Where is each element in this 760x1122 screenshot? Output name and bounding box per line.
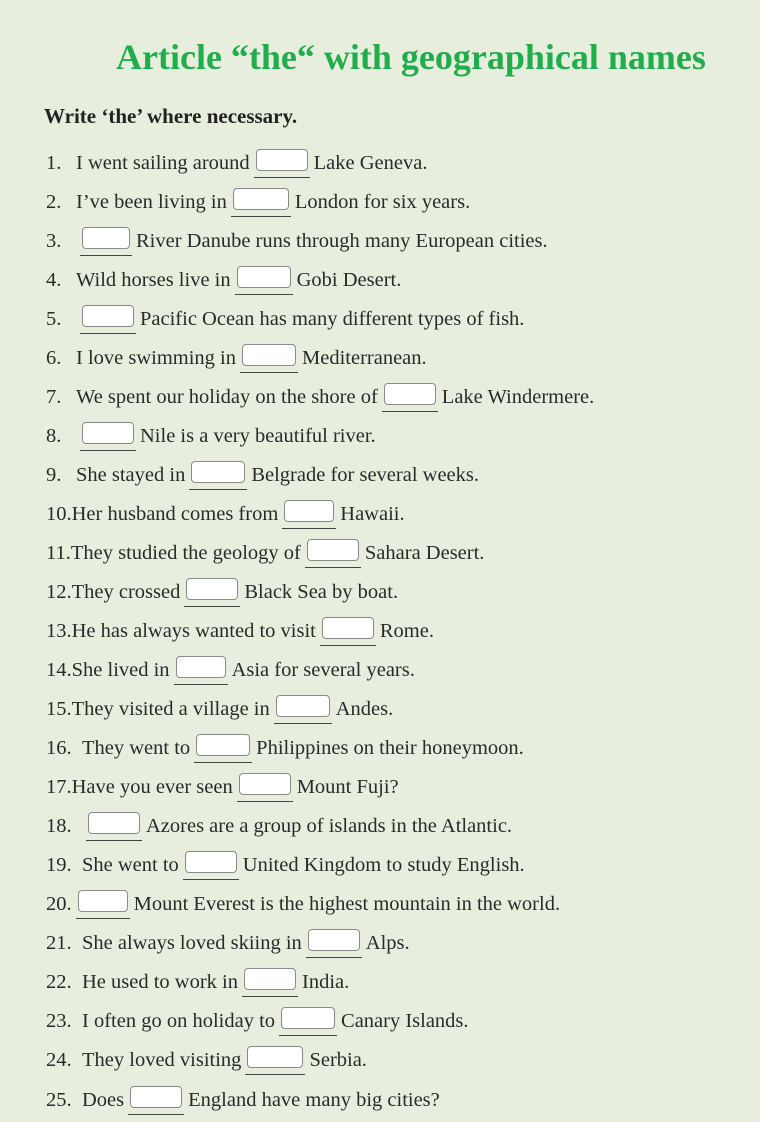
question-text-before: Have you ever seen bbox=[71, 776, 233, 799]
answer-blank[interactable] bbox=[128, 1086, 184, 1115]
question-text-after: Mount Fuji? bbox=[296, 776, 399, 799]
question-text-after: Alps. bbox=[365, 932, 410, 955]
question-text-after: Lake Geneva. bbox=[313, 152, 428, 175]
question-number: 17. bbox=[46, 776, 72, 799]
question-number: 24. bbox=[46, 1049, 72, 1072]
question-number: 13. bbox=[46, 620, 72, 643]
answer-blank[interactable] bbox=[306, 929, 362, 958]
answer-blank[interactable] bbox=[86, 812, 142, 841]
question-number: 12. bbox=[46, 581, 72, 604]
question-number: 8. bbox=[46, 425, 62, 448]
question-text-before: Wild horses live in bbox=[76, 269, 231, 292]
question-number: 25. bbox=[46, 1089, 72, 1112]
question-11 bbox=[46, 537, 484, 567]
question-text-before: She went to bbox=[82, 854, 179, 877]
answer-input-box[interactable] bbox=[82, 305, 134, 327]
answer-input-box[interactable] bbox=[82, 422, 134, 444]
question-number: 6. bbox=[46, 347, 62, 370]
question-text-before: He has always wanted to visit bbox=[71, 620, 316, 643]
question-text-after: Andes. bbox=[335, 698, 394, 721]
answer-input-box[interactable] bbox=[78, 890, 128, 912]
question-text-after: Black Sea by boat. bbox=[244, 581, 399, 604]
question-text-before: They went to bbox=[82, 737, 191, 760]
answer-blank[interactable] bbox=[254, 149, 310, 178]
answer-input-box[interactable] bbox=[276, 695, 330, 717]
question-text-before: We spent our holiday on the shore of bbox=[76, 386, 378, 409]
answer-blank[interactable] bbox=[80, 422, 136, 451]
answer-blank[interactable] bbox=[194, 734, 252, 763]
question-number: 22. bbox=[46, 971, 72, 994]
answer-input-box[interactable] bbox=[233, 188, 289, 210]
question-17 bbox=[46, 771, 399, 801]
answer-input-box[interactable] bbox=[237, 266, 291, 288]
question-number: 7. bbox=[46, 386, 62, 409]
question-9 bbox=[46, 459, 479, 489]
question-21 bbox=[46, 927, 410, 957]
question-7 bbox=[46, 381, 594, 411]
question-20 bbox=[46, 888, 560, 918]
question-text-after: United Kingdom to study English. bbox=[242, 854, 525, 877]
question-15 bbox=[46, 693, 393, 723]
answer-input-box[interactable] bbox=[196, 734, 250, 756]
question-12 bbox=[46, 576, 398, 606]
question-number: 3. bbox=[46, 230, 62, 253]
question-2 bbox=[46, 186, 470, 216]
question-18 bbox=[46, 810, 512, 840]
question-16 bbox=[46, 732, 524, 762]
question-number: 14. bbox=[46, 659, 72, 682]
question-text-after: Asia for several years. bbox=[231, 659, 415, 682]
answer-input-box[interactable] bbox=[308, 929, 360, 951]
question-text-after: Serbia. bbox=[309, 1049, 367, 1072]
question-text-after: Hawaii. bbox=[340, 503, 405, 526]
question-text-before: They visited a village in bbox=[71, 698, 270, 721]
answer-blank[interactable] bbox=[174, 656, 228, 685]
question-text-before: I often go on holiday to bbox=[82, 1010, 276, 1033]
answer-blank[interactable] bbox=[320, 617, 376, 646]
answer-input-box[interactable] bbox=[247, 1046, 303, 1068]
answer-input-box[interactable] bbox=[322, 617, 374, 639]
answer-blank[interactable] bbox=[274, 695, 332, 724]
question-text-before: They studied the geology of bbox=[70, 542, 301, 565]
question-23 bbox=[46, 1005, 469, 1035]
question-number: 2. bbox=[46, 191, 62, 214]
question-text-before: They crossed bbox=[71, 581, 181, 604]
question-3 bbox=[46, 225, 548, 255]
question-number: 20. bbox=[46, 893, 72, 916]
question-4 bbox=[46, 264, 401, 294]
question-text-after: Philippines on their honeymoon. bbox=[256, 737, 524, 760]
question-text-after: Sahara Desert. bbox=[364, 542, 485, 565]
question-5 bbox=[46, 303, 524, 333]
question-number: 15. bbox=[46, 698, 72, 721]
answer-blank[interactable] bbox=[382, 383, 438, 412]
question-text-before: They loved visiting bbox=[82, 1049, 242, 1072]
question-13 bbox=[46, 615, 434, 645]
question-number: 18. bbox=[46, 815, 72, 838]
question-text-before: She always loved skiing in bbox=[82, 932, 302, 955]
question-25 bbox=[46, 1084, 440, 1114]
question-10 bbox=[46, 498, 405, 528]
question-22 bbox=[46, 966, 349, 996]
question-text-after: Gobi Desert. bbox=[296, 269, 402, 292]
answer-input-box[interactable] bbox=[191, 461, 245, 483]
question-number: 16. bbox=[46, 737, 72, 760]
answer-blank[interactable] bbox=[189, 461, 247, 490]
answer-input-box[interactable] bbox=[384, 383, 436, 405]
question-text-before: Her husband comes from bbox=[71, 503, 279, 526]
worksheet-title: Article “the“ with geographical names bbox=[116, 37, 706, 77]
question-24 bbox=[46, 1044, 367, 1074]
question-text-after: England have many big cities? bbox=[188, 1089, 440, 1112]
question-number: 11. bbox=[46, 542, 71, 565]
question-text-after: Mediterranean. bbox=[302, 347, 427, 370]
question-text-before: I’ve been living in bbox=[76, 191, 227, 214]
question-number: 1. bbox=[46, 152, 62, 175]
answer-blank[interactable] bbox=[80, 227, 132, 256]
answer-blank[interactable] bbox=[76, 890, 130, 919]
question-text-after: Rome. bbox=[379, 620, 434, 643]
question-text-before: She stayed in bbox=[76, 464, 186, 487]
answer-input-box[interactable] bbox=[242, 344, 296, 366]
question-text-after: London for six years. bbox=[294, 191, 471, 214]
answer-blank[interactable] bbox=[305, 539, 361, 568]
answer-input-box[interactable] bbox=[130, 1086, 182, 1108]
answer-input-box[interactable] bbox=[244, 968, 296, 990]
question-number: 9. bbox=[46, 464, 62, 487]
question-number: 21. bbox=[46, 932, 72, 955]
answer-input-box[interactable] bbox=[186, 578, 238, 600]
question-text-after: Nile is a very beautiful river. bbox=[140, 425, 376, 448]
question-number: 10. bbox=[46, 503, 72, 526]
question-8 bbox=[46, 420, 376, 450]
answer-blank[interactable] bbox=[240, 344, 298, 373]
question-19 bbox=[46, 849, 525, 879]
question-text-after: Mount Everest is the highest mountain in the world. bbox=[133, 893, 561, 916]
question-number: 5. bbox=[46, 308, 62, 331]
answer-input-box[interactable] bbox=[281, 1007, 335, 1029]
question-text-after: River Danube runs through many European cities. bbox=[136, 230, 548, 253]
question-text-before: She lived in bbox=[71, 659, 170, 682]
question-text-after: Azores are a group of islands in the Atlantic. bbox=[146, 815, 513, 838]
answer-blank[interactable] bbox=[184, 578, 240, 607]
answer-blank[interactable] bbox=[80, 305, 136, 334]
answer-input-box[interactable] bbox=[239, 773, 291, 795]
answer-blank[interactable] bbox=[235, 266, 293, 295]
question-number: 19. bbox=[46, 854, 72, 877]
answer-blank[interactable] bbox=[183, 851, 239, 880]
answer-blank[interactable] bbox=[231, 188, 291, 217]
answer-blank[interactable] bbox=[237, 773, 293, 802]
question-text-after: Canary Islands. bbox=[341, 1010, 469, 1033]
question-text-before: Does bbox=[82, 1089, 125, 1112]
question-text-after: Pacific Ocean has many different types of fish. bbox=[140, 308, 525, 331]
answer-input-box[interactable] bbox=[284, 500, 334, 522]
question-text-before: I love swimming in bbox=[76, 347, 237, 370]
question-1 bbox=[46, 147, 427, 177]
answer-input-box[interactable] bbox=[307, 539, 359, 561]
question-text-after: India. bbox=[302, 971, 350, 994]
answer-input-box[interactable] bbox=[176, 656, 226, 678]
answer-blank[interactable] bbox=[245, 1046, 305, 1075]
answer-blank[interactable] bbox=[279, 1007, 337, 1036]
answer-input-box[interactable] bbox=[88, 812, 140, 834]
question-text-after: Belgrade for several weeks. bbox=[251, 464, 480, 487]
question-14 bbox=[46, 654, 415, 684]
answer-input-box[interactable] bbox=[256, 149, 308, 171]
question-number: 23. bbox=[46, 1010, 72, 1033]
question-text-before: He used to work in bbox=[82, 971, 239, 994]
answer-input-box[interactable] bbox=[82, 227, 130, 249]
question-6 bbox=[46, 342, 427, 372]
question-text-after: Lake Windermere. bbox=[441, 386, 595, 409]
question-text-before: I went sailing around bbox=[76, 152, 250, 175]
answer-blank[interactable] bbox=[282, 500, 336, 529]
question-number: 4. bbox=[46, 269, 62, 292]
answer-input-box[interactable] bbox=[185, 851, 237, 873]
instruction: Write ‘the’ where necessary. bbox=[44, 104, 298, 128]
answer-blank[interactable] bbox=[242, 968, 298, 997]
